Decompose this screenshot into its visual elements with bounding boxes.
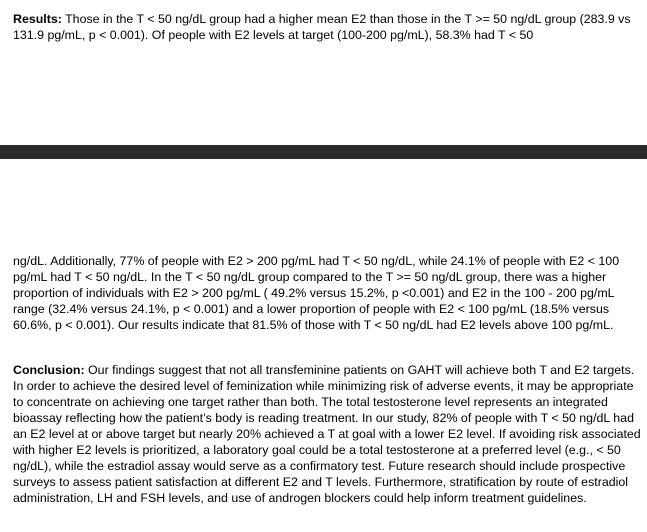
- results-text-part1: Those in the T < 50 ng/dL group had a higher mean E2 than those in the T >= 50 ng/dL group (283.9 vs 131.9 pg/mL, p < 0.001). Of people with E2 levels at target (100-200 pg/mL), 58.3% had T < 50: [13, 12, 631, 42]
- results-paragraph: [13, 11, 641, 43]
- page-divider: [0, 145, 647, 159]
- conclusion-paragraph: [13, 362, 641, 506]
- results-text-part2: ng/dL. Additionally, 77% of people with E2 > 200 pg/mL had T < 50 ng/dL, while 24.1% of people with E2 < 100 pg/mL had T < 50 ng/dL. In the T < 50 ng/dL group compared to the T >= 50 ng/dL group, there was a higher proportion of individuals with E2 > 200 pg/mL ( 49.2% versus 15.2%, p <0.001) and E2 in the 100 - 200 pg/mL range (32.4% versus 24.1%, p < 0.001) and a lower proportion of people with E2 < 100 pg/mL (18.5% versus 60.6%, p < 0.001). Our results indicate that 81.5% of those with T < 50 ng/dL had E2 levels above 100 pg/mL.: [13, 254, 620, 332]
- conclusion-label: Conclusion:: [13, 363, 85, 377]
- results-label: Results:: [13, 12, 62, 26]
- conclusion-text: Our findings suggest that not all transfeminine patients on GAHT will achieve both T and E2 targets. In order to achieve the desired level of feminization while minimizing risk of adverse events, it may be appropriate to concentrate on achieving one target rather than both. The total testosterone level represents an integrated bioassay reflecting how the patient’s body is reading treatment. In our study, 82% of people with T < 50 ng/dL had an E2 level at or above target but nearly 20% achieved a T at goal with a lower E2 level. If avoiding risk associated with higher E2 levels is prioritized, a laboratory goal could be a total testosterone at a preferred level (e.g., < 50 ng/dL), while the estradiol assay would serve as a confirmatory test. Future research should include prospective surveys to assess patient satisfaction at different E2 and T levels. Furthermore, stratification by route of estradiol administration, LH and FSH levels, and use of androgen blockers could help inform treatment guidelines.: [13, 363, 641, 505]
- results-continuation-paragraph: [13, 253, 641, 333]
